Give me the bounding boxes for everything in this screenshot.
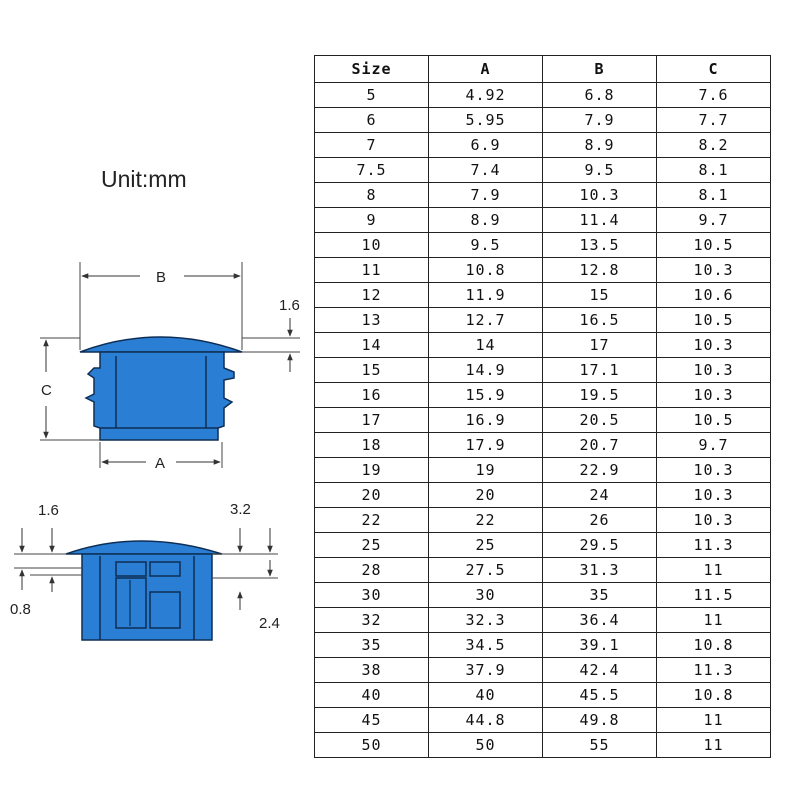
cell-size: 8 — [315, 183, 429, 208]
cell-size: 22 — [315, 508, 429, 533]
cell-a: 32.3 — [429, 608, 543, 633]
table-row — [315, 508, 771, 533]
cell-b: 12.8 — [543, 258, 657, 283]
cell-a: 17.9 — [429, 433, 543, 458]
table-row — [315, 333, 771, 358]
cell-size: 12 — [315, 283, 429, 308]
cell-b: 10.3 — [543, 183, 657, 208]
table-row — [315, 233, 771, 258]
cell-size: 14 — [315, 333, 429, 358]
cell-a: 37.9 — [429, 658, 543, 683]
cell-a: 30 — [429, 583, 543, 608]
cell-b: 39.1 — [543, 633, 657, 658]
cell-size: 7.5 — [315, 158, 429, 183]
cell-c: 10.8 — [657, 683, 771, 708]
cell-size: 19 — [315, 458, 429, 483]
cell-c: 11.5 — [657, 583, 771, 608]
cell-b: 26 — [543, 508, 657, 533]
cell-c: 10.3 — [657, 358, 771, 383]
cell-b: 6.8 — [543, 83, 657, 108]
table-row — [315, 283, 771, 308]
cell-c: 10.5 — [657, 308, 771, 333]
plug-head — [80, 337, 242, 352]
cell-c: 11 — [657, 608, 771, 633]
cell-b: 35 — [543, 583, 657, 608]
cell-size: 38 — [315, 658, 429, 683]
cell-c: 10.3 — [657, 333, 771, 358]
cell-c: 11.3 — [657, 533, 771, 558]
table-row — [315, 583, 771, 608]
cell-size: 7 — [315, 133, 429, 158]
table-row — [315, 83, 771, 108]
dim-label-gap: 0.8 — [10, 601, 31, 618]
cell-b: 15 — [543, 283, 657, 308]
cell-size: 50 — [315, 733, 429, 758]
cell-size: 13 — [315, 308, 429, 333]
cell-size: 30 — [315, 583, 429, 608]
cell-c: 10.5 — [657, 408, 771, 433]
cell-size: 5 — [315, 83, 429, 108]
table-row — [315, 358, 771, 383]
cell-size: 20 — [315, 483, 429, 508]
cell-size: 17 — [315, 408, 429, 433]
dim-label-head-thickness: 1.6 — [279, 297, 300, 314]
cell-c: 10.3 — [657, 458, 771, 483]
cell-b: 9.5 — [543, 158, 657, 183]
dim-label-a: A — [155, 455, 166, 472]
cell-b: 20.5 — [543, 408, 657, 433]
cell-size: 16 — [315, 383, 429, 408]
dim-label-total: 3.2 — [230, 501, 251, 518]
cell-size: 15 — [315, 358, 429, 383]
table-row — [315, 258, 771, 283]
cell-b: 7.9 — [543, 108, 657, 133]
table-row — [315, 458, 771, 483]
cell-c: 11 — [657, 708, 771, 733]
cell-a: 44.8 — [429, 708, 543, 733]
cell-a: 16.9 — [429, 408, 543, 433]
table-row — [315, 733, 771, 758]
cell-a: 34.5 — [429, 633, 543, 658]
table-row — [315, 683, 771, 708]
cell-c: 10.3 — [657, 483, 771, 508]
cell-c: 7.7 — [657, 108, 771, 133]
cell-b: 8.9 — [543, 133, 657, 158]
plug-side-body — [82, 554, 212, 640]
header-b: B — [543, 56, 657, 83]
table-row — [315, 208, 771, 233]
table-row — [315, 158, 771, 183]
cell-a: 9.5 — [429, 233, 543, 258]
unit-label: Unit:mm — [101, 166, 187, 192]
cell-size: 32 — [315, 608, 429, 633]
cell-b: 16.5 — [543, 308, 657, 333]
cell-b: 19.5 — [543, 383, 657, 408]
cell-a: 22 — [429, 508, 543, 533]
cell-b: 11.4 — [543, 208, 657, 233]
table-row — [315, 608, 771, 633]
size-table — [314, 55, 771, 758]
header-a: A — [429, 56, 543, 83]
cell-size: 10 — [315, 233, 429, 258]
table-row — [315, 533, 771, 558]
cell-c: 8.1 — [657, 183, 771, 208]
plug-body — [86, 352, 234, 440]
cell-a: 20 — [429, 483, 543, 508]
cell-b: 55 — [543, 733, 657, 758]
cell-c: 8.2 — [657, 133, 771, 158]
cell-c: 11 — [657, 558, 771, 583]
cell-a: 14 — [429, 333, 543, 358]
dim-label-side-head-thickness: 1.6 — [38, 502, 59, 519]
cell-b: 36.4 — [543, 608, 657, 633]
cell-c: 10.3 — [657, 258, 771, 283]
cell-b: 20.7 — [543, 433, 657, 458]
cell-size: 11 — [315, 258, 429, 283]
cell-c: 8.1 — [657, 158, 771, 183]
table-row — [315, 183, 771, 208]
cell-c: 10.3 — [657, 508, 771, 533]
cell-a: 25 — [429, 533, 543, 558]
cell-c: 10.6 — [657, 283, 771, 308]
dimension-diagram — [0, 0, 310, 800]
table-row — [315, 658, 771, 683]
cell-c: 10.8 — [657, 633, 771, 658]
cell-a: 11.9 — [429, 283, 543, 308]
cell-a: 10.8 — [429, 258, 543, 283]
cell-size: 9 — [315, 208, 429, 233]
cell-b: 29.5 — [543, 533, 657, 558]
dim-label-clip: 2.4 — [259, 615, 280, 632]
cell-b: 49.8 — [543, 708, 657, 733]
cell-b: 17.1 — [543, 358, 657, 383]
table-row — [315, 308, 771, 333]
table-row — [315, 133, 771, 158]
cell-a: 7.9 — [429, 183, 543, 208]
table-row — [315, 483, 771, 508]
table-row — [315, 408, 771, 433]
table-header-row — [315, 56, 771, 83]
cell-c: 7.6 — [657, 83, 771, 108]
table-row — [315, 383, 771, 408]
cell-a: 15.9 — [429, 383, 543, 408]
cell-a: 6.9 — [429, 133, 543, 158]
cell-a: 50 — [429, 733, 543, 758]
cell-a: 4.92 — [429, 83, 543, 108]
cell-a: 8.9 — [429, 208, 543, 233]
cell-a: 5.95 — [429, 108, 543, 133]
cell-a: 12.7 — [429, 308, 543, 333]
dim-label-b: B — [156, 269, 167, 286]
cell-size: 28 — [315, 558, 429, 583]
cell-c: 10.5 — [657, 233, 771, 258]
cell-c: 9.7 — [657, 433, 771, 458]
table-row — [315, 633, 771, 658]
cell-a: 7.4 — [429, 158, 543, 183]
table-row — [315, 558, 771, 583]
table-body — [315, 83, 771, 758]
cell-a: 19 — [429, 458, 543, 483]
cell-b: 42.4 — [543, 658, 657, 683]
table-row — [315, 708, 771, 733]
cell-size: 35 — [315, 633, 429, 658]
cell-b: 13.5 — [543, 233, 657, 258]
cell-a: 40 — [429, 683, 543, 708]
cell-b: 17 — [543, 333, 657, 358]
plug-front-view — [40, 262, 300, 472]
plug-side-head — [66, 541, 222, 554]
plug-side-view — [10, 501, 280, 640]
header-c: C — [657, 56, 771, 83]
cell-c: 9.7 — [657, 208, 771, 233]
header-size: Size — [315, 56, 429, 83]
cell-size: 40 — [315, 683, 429, 708]
cell-b: 45.5 — [543, 683, 657, 708]
cell-c: 11.3 — [657, 658, 771, 683]
cell-b: 24 — [543, 483, 657, 508]
cell-size: 6 — [315, 108, 429, 133]
cell-c: 10.3 — [657, 383, 771, 408]
cell-b: 31.3 — [543, 558, 657, 583]
cell-a: 14.9 — [429, 358, 543, 383]
cell-a: 27.5 — [429, 558, 543, 583]
table-row — [315, 108, 771, 133]
dim-label-c: C — [41, 382, 52, 399]
cell-b: 22.9 — [543, 458, 657, 483]
cell-size: 25 — [315, 533, 429, 558]
cell-c: 11 — [657, 733, 771, 758]
table-row — [315, 433, 771, 458]
cell-size: 18 — [315, 433, 429, 458]
cell-size: 45 — [315, 708, 429, 733]
